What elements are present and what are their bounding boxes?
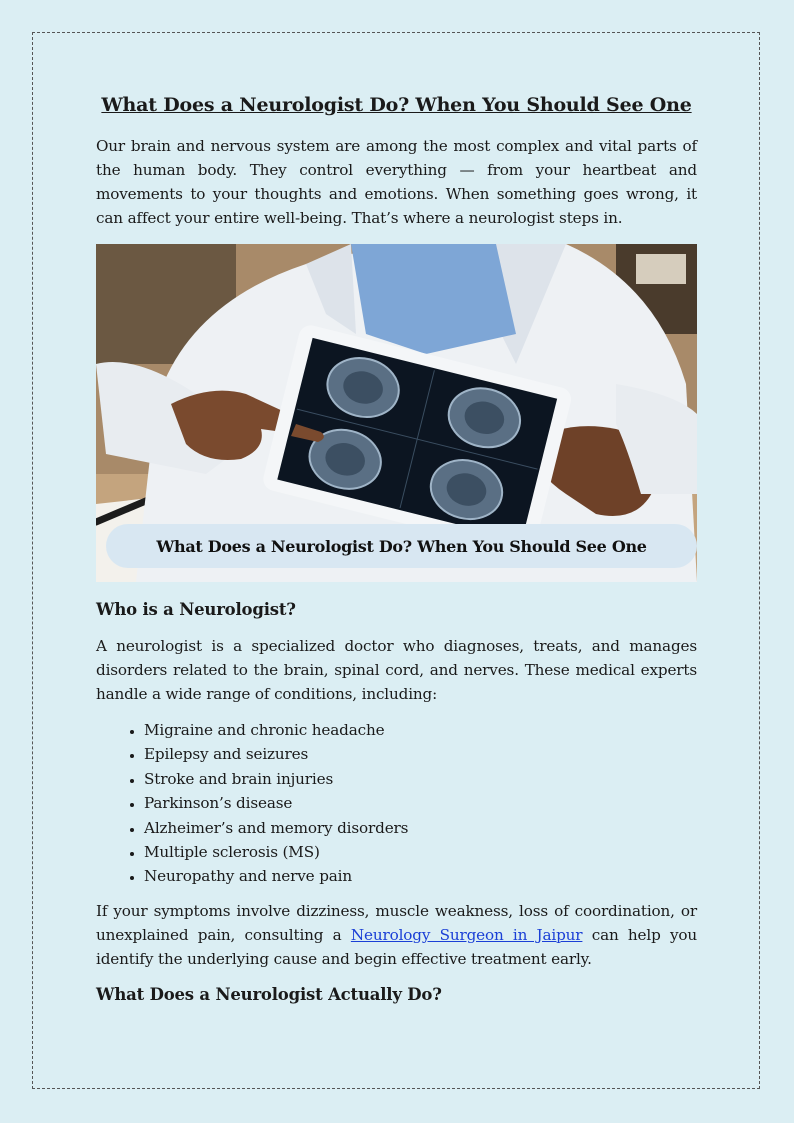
- hero-banner: What Does a Neurologist Do? When You Should See One: [106, 524, 697, 568]
- neurology-surgeon-link[interactable]: Neurology Surgeon in Jaipur: [350, 925, 583, 944]
- document-content: [96, 94, 697, 1004]
- list-item: • Neuropathy and nerve pain: [144, 864, 697, 888]
- list-item: • Multiple sclerosis (MS): [144, 840, 697, 864]
- followup-paragraph: [96, 899, 697, 971]
- list-item: • Stroke and brain injuries: [144, 767, 697, 791]
- list-item: • Migraine and chronic headache: [144, 718, 697, 742]
- section-heading-what: What Does a Neurologist Actually Do?: [96, 984, 442, 1004]
- section1-paragraph: A neurologist is a specialized doctor who diagnoses, treats, and manages disorders related to the brain, spinal cord, and nerves. These medical experts handle a wide range of conditions, including:: [96, 637, 697, 703]
- page-title: What Does a Neurologist Do? When You Should See One: [101, 94, 692, 116]
- hero-image: [96, 244, 697, 582]
- intro-paragraph: Our brain and nervous system are among the most complex and vital parts of the human body. They control everything — from your heartbeat and movements to your thoughts and emotions. When something goes wrong, it can affect your entire well-being. That’s where a neurologist steps in.: [96, 137, 697, 227]
- conditions-list: [96, 718, 697, 889]
- list-item: • Parkinson’s disease: [144, 791, 697, 815]
- followup-text-before: If your symptoms involve dizziness, muscle weakness, loss of coordination, or unexplained pain, consulting a: [96, 901, 697, 944]
- list-item: • Epilepsy and seizures: [144, 742, 697, 766]
- section-heading-who: Who is a Neurologist?: [96, 600, 296, 619]
- followup-text-after: can help you identify the underlying cause and begin effective treatment early.: [96, 925, 698, 968]
- list-item: • Alzheimer’s and memory disorders: [144, 816, 697, 840]
